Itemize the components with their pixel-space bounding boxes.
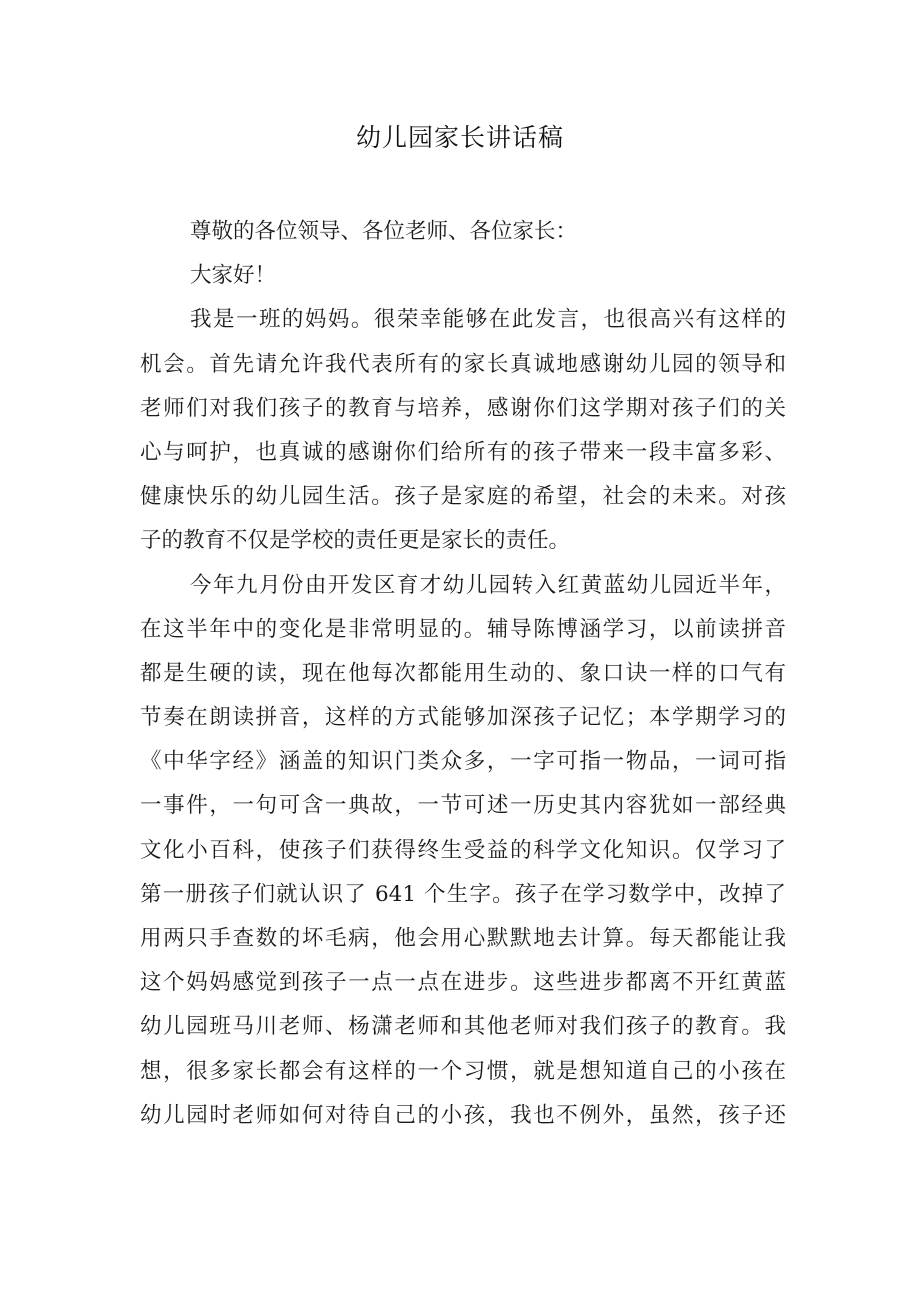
body-line: 在这半年中的变化是非常明显的。辅导陈博涵学习，以前读拼音 xyxy=(140,616,786,642)
body-line: 都是生硬的读，现在他每次都能用生动的、象口诀一样的口气有 xyxy=(140,660,786,686)
body-line: 尊敬的各位领导、各位老师、各位家长： xyxy=(190,219,578,244)
body-line: 《中华字经》涵盖的知识门类众多，一字可指一物品，一词可指 xyxy=(140,749,786,775)
document-title: 幼儿园家长讲话稿 xyxy=(355,123,564,152)
body-line: 节奏在朗读拼音，这样的方式能够加深孩子记忆；本学期学习的 xyxy=(140,705,786,731)
body-line: 健康快乐的幼儿园生活。孩子是家庭的希望，社会的未来。对孩 xyxy=(140,484,786,510)
body-line: 老师们对我们孩子的教育与培养，感谢你们这学期对孩子们的关 xyxy=(140,395,786,421)
body-line: 一事件，一句可含一典故，一节可述一历史其内容犹如一部经典 xyxy=(140,793,786,819)
body-line: 子的教育不仅是学校的责任更是家长的责任。 xyxy=(140,528,571,554)
body-line: 这个妈妈感觉到孩子一点一点在进步。这些进步都离不开红黄蓝 xyxy=(140,970,786,996)
body-line: 幼儿园时老师如何对待自己的小孩，我也不例外，虽然，孩子还 xyxy=(140,1102,786,1128)
body-line: 第一册孩子们就认识了 641 个生字。孩子在学习数学中，改掉了 xyxy=(140,881,786,907)
body-line: 幼儿园班马川老师、杨潇老师和其他老师对我们孩子的教育。我 xyxy=(140,1014,786,1040)
body-line: 今年九月份由开发区育才幼儿园转入红黄蓝幼儿园近半年， xyxy=(190,572,786,598)
body-line: 我是一班的妈妈。很荣幸能够在此发言，也很高兴有这样的 xyxy=(190,307,786,333)
body-line: 心与呵护，也真诚的感谢你们给所有的孩子带来一段丰富多彩、 xyxy=(140,439,786,465)
body-line: 想，很多家长都会有这样的一个习惯，就是想知道自己的小孩在 xyxy=(140,1058,786,1084)
document-body xyxy=(140,210,786,1138)
body-line: 机会。首先请允许我代表所有的家长真诚地感谢幼儿园的领导和 xyxy=(140,351,786,377)
body-line: 用两只手查数的坏毛病，他会用心默默地去计算。每天都能让我 xyxy=(140,926,786,951)
body-line: 文化小百科，使孩子们获得终生受益的科学文化知识。仅学习了 xyxy=(140,837,786,863)
body-line: 大家好！ xyxy=(190,263,277,289)
